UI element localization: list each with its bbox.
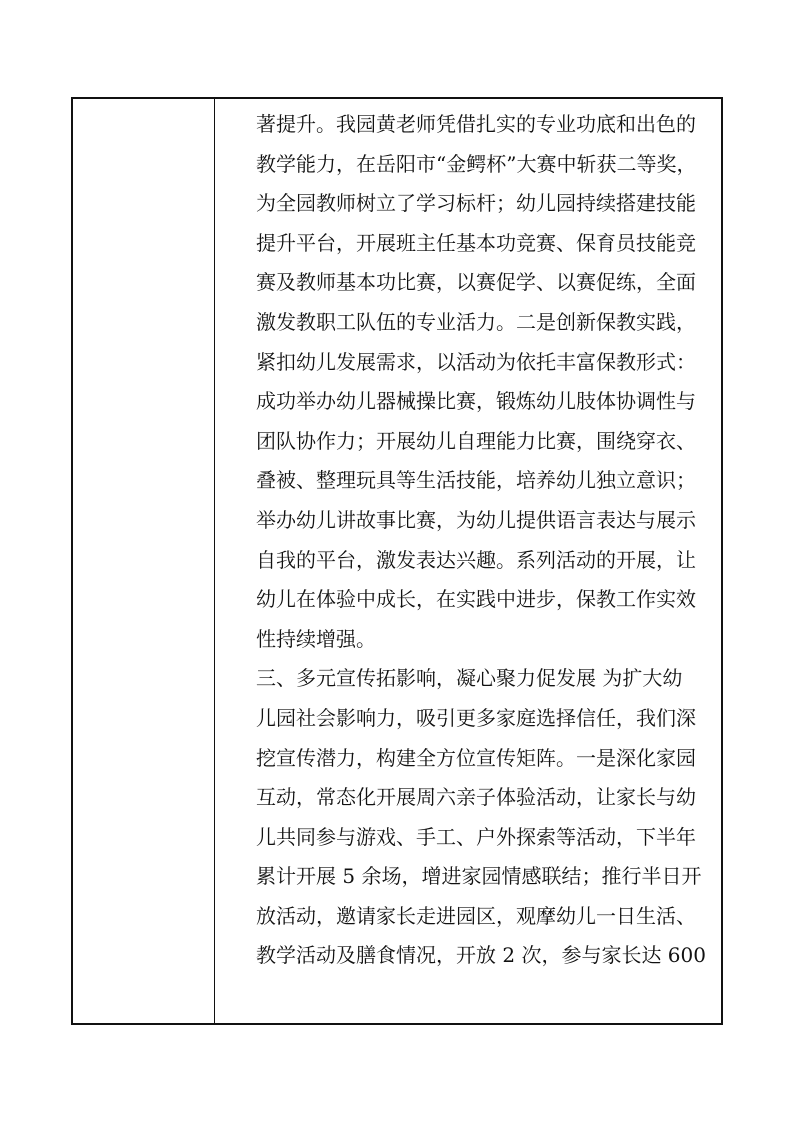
- text-line: 放活动，邀请家长走进园区，观摩幼儿一日生活、: [256, 903, 696, 928]
- text-line: 幼儿在体验中成长，在实践中进步，保教工作实效: [256, 587, 696, 612]
- body-text: [256, 105, 711, 976]
- text-line: 著提升。我园黄老师凭借扎实的专业功底和出色的: [256, 112, 696, 136]
- text-line: 赛及教师基本功比赛，以赛促学、以赛促练，全面: [256, 270, 696, 295]
- text-line: 挖宣传潜力，构建全方位宣传矩阵。一是深化家园: [256, 745, 696, 770]
- text-line: 自我的平台，激发表达兴趣。系列活动的开展，让: [256, 547, 696, 572]
- text-line: 成功举办幼儿器械操比赛，锻炼幼儿肢体协调性与: [256, 389, 696, 414]
- text-line: 举办幼儿讲故事比赛，为幼儿提供语言表达与展示: [256, 507, 696, 532]
- table-right-cell: [215, 99, 721, 1023]
- text-line: 提升平台，开展班主任基本功竞赛、保育员技能竞: [256, 230, 696, 255]
- table-left-cell: [73, 99, 215, 1023]
- text-line: 为全园教师树立了学习标杆；幼儿园持续搭建技能: [256, 191, 696, 216]
- text-line: 团队协作力；开展幼儿自理能力比赛，围绕穿衣、: [256, 428, 696, 453]
- section-heading-line: 三、多元宣传拓影响，凝心聚力促发展 为扩大幼: [256, 666, 683, 691]
- text-line: 激发教职工队伍的专业活力。二是创新保教实践，: [256, 309, 696, 334]
- text-line: 教学活动及膳食情况，开放 2 次，参与家长达 600: [256, 943, 706, 968]
- text-line: 性持续增强。: [256, 626, 376, 651]
- text-line: 教学能力，在岳阳市“金鳄杯”大赛中斩获二等奖，: [256, 151, 697, 176]
- text-line: 互动，常态化开展周六亲子体验活动，让家长与幼: [256, 785, 696, 810]
- text-line: 叠被、整理玩具等生活技能，培养幼儿独立意识；: [256, 468, 696, 493]
- text-line: 儿共同参与游戏、手工、户外探索等活动，下半年: [256, 824, 696, 849]
- report-table: [71, 97, 723, 1025]
- text-line: 累计开展 5 余场，增进家园情感联结；推行半日开: [256, 864, 702, 889]
- text-line: 儿园社会影响力，吸引更多家庭选择信任，我们深: [256, 705, 696, 730]
- text-line: 紧扣幼儿发展需求，以活动为依托丰富保教形式：: [256, 349, 696, 374]
